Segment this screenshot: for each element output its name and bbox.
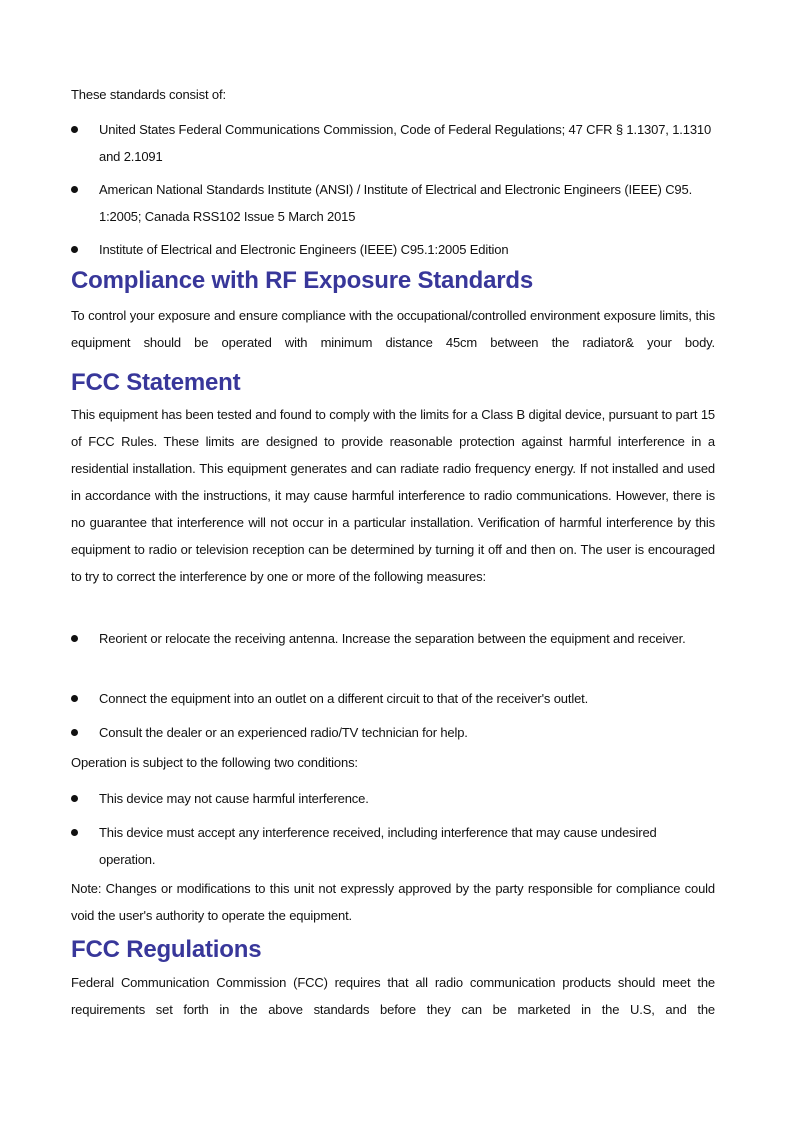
list-item: Connect the equipment into an outlet on a different circuit to that of the receiver's outlet. (71, 685, 715, 712)
bullet-icon (71, 695, 78, 702)
standards-intro: These standards consist of: (71, 87, 226, 102)
list-item: American National Standards Institute (ANSI) / Institute of Electrical and Electronic Engineers (IEEE) C95. 1:2005; Canada RSS102 Issue 5 March 2015 (71, 176, 715, 230)
section-heading: FCC Statement (71, 369, 241, 396)
list-item: Consult the dealer or an experienced radio/TV technician for help. (71, 719, 715, 746)
bullet-icon (71, 126, 78, 133)
paragraph: This equipment has been tested and found to comply with the limits for a Class B digital device, pursuant to part 15 of FCC Rules. These limits are designed to provide reasonable protection against harmful interference in a residential installation. This equipment generates and can radiate radio frequency energy. If not installed and used in accordance with the instructions, it may cause harmful interference to radio communications. However, there is no guarantee that interference will not occur in a particular installation. Verification of harmful interference by this equipment to radio or television reception can be determined by turning it off and then on. The user is encouraged to try to correct the interference by one or more of the following measures: (71, 407, 715, 584)
section-heading: Compliance with RF Exposure Standards (71, 267, 534, 294)
note-paragraph: Note: Changes or modifications to this unit not expressly approved by the party responsible for compliance could void the user's authority to operate the equipment. (71, 881, 715, 923)
paragraph: To control your exposure and ensure compliance with the occupational/controlled environment exposure limits, this equipment should be operated with minimum distance 45cm between the radiator& your body. (71, 308, 715, 350)
bullet-icon (71, 829, 78, 836)
bullet-icon (71, 246, 78, 253)
list-item: This device may not cause harmful interference. (71, 785, 715, 812)
section-heading: FCC Regulations (71, 936, 262, 963)
bullet-icon (71, 795, 78, 802)
list-item: This device must accept any interference received, including interference that may cause undesired operation. (71, 819, 715, 873)
bullet-icon (71, 635, 78, 642)
list-item: Institute of Electrical and Electronic Engineers (IEEE) C95.1:2005 Edition (71, 236, 715, 263)
list-item: Reorient or relocate the receiving antenna. Increase the separation between the equipment and receiver. (71, 625, 715, 652)
conditions-intro: Operation is subject to the following two conditions: (71, 755, 358, 770)
bullet-icon (71, 186, 78, 193)
list-item: United States Federal Communications Commission, Code of Federal Regulations; 47 CFR § 1.1307, 1.1310 and 2.1091 (71, 116, 715, 170)
paragraph: Federal Communication Commission (FCC) requires that all radio communication products should meet the requirements set forth in the above standards before they can be marketed in the U.S, and the (71, 975, 715, 1017)
bullet-icon (71, 729, 78, 736)
